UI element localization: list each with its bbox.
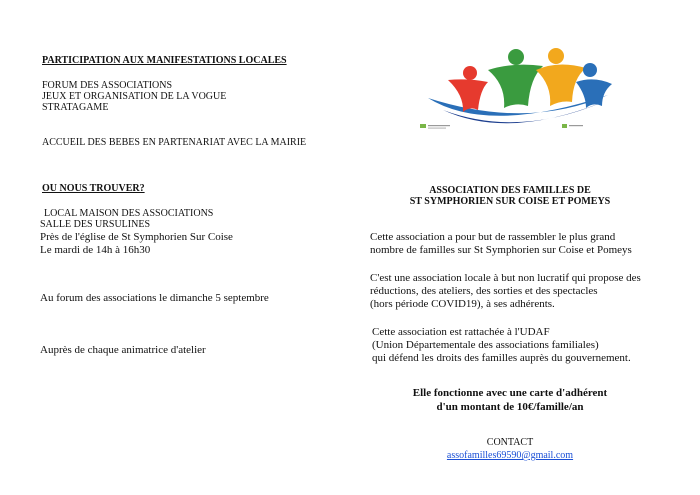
location-line: Le mardi de 14h à 16h30 [40,244,151,256]
accueil-text: ACCUEIL DES BEBES EN PARTENARIAT AVEC LA MAIRIE [42,137,307,148]
udaf-line: Cette association est rattachée à l'UDAF [372,326,550,338]
association-title-line: ASSOCIATION DES FAMILLES DE [429,185,591,196]
participation-item: JEUX ET ORGANISATION DE LA VOGUE [42,91,227,102]
fee-line: Elle fonctionne avec une carte d'adhérent [412,387,608,399]
purpose-line: nombre de familles sur St Symphorien sur Coise et Pomeys [370,244,632,256]
location-caps-line: SALLE DES URSULINES [40,219,151,230]
contact-label: CONTACT [486,437,534,448]
description-line: C'est une association locale à but non lucratif qui propose des [370,272,641,284]
families-figures-logo [418,40,618,135]
udaf-line: (Union Départementale des associations familiales) [372,339,599,351]
location-line: Près de l'église de St Symphorien Sur Coise [40,231,233,243]
fee-line: d'un montant de 10€/famille/an [436,401,584,413]
association-title-line: ST SYMPHORIEN SUR COISE ET POMEYS [409,196,611,207]
participation-heading: PARTICIPATION AUX MANIFESTATIONS LOCALES [42,55,287,66]
location-caps-line: LOCAL MAISON DES ASSOCIATIONS [44,208,214,219]
atelier-line: Auprès de chaque animatrice d'atelier [40,344,206,356]
location-heading: OU NOUS TROUVER? [42,183,145,194]
purpose-line: Cette association a pour but de rassembler le plus grand [370,231,616,243]
description-line: réductions, des ateliers, des sorties et des spectacles [370,285,598,297]
participation-item: FORUM DES ASSOCIATIONS [42,80,173,91]
udaf-line: qui défend les droits des familles auprès du gouvernement. [372,352,631,364]
description-line: (hors période COVID19), à ses adhérents. [370,298,555,310]
logo-figure-green [488,65,543,108]
forum-line: Au forum des associations le dimanche 5 septembre [40,292,269,304]
contact-email-link[interactable]: assofamilles69590@gmail.com [446,450,574,461]
participation-item: STRATAGAME [42,102,109,113]
